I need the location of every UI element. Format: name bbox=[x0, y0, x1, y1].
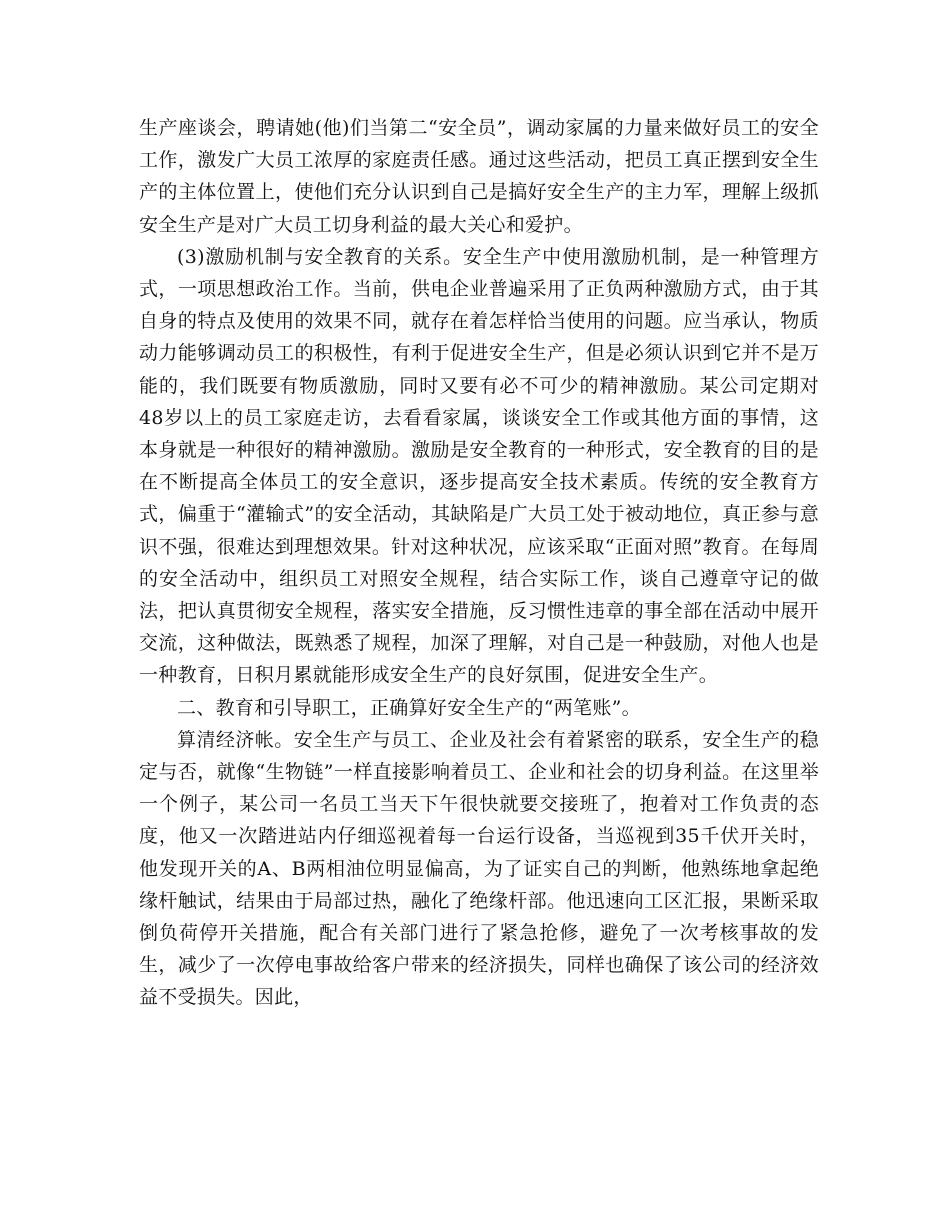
document-body bbox=[139, 112, 819, 1014]
paragraph-incentive-mechanism: (3)激励机制与安全教育的关系。安全生产中使用激励机制，是一种管理方式，一项思想政治工作。当前，供电企业普遍采用了正负两种激励方式，由于其自身的特点及使用的效果不同，就存在着怎样恰当使用的问题。应当承认，物质动力能够调动员工的积极性，有利于促进安全生产，但是必须认识到它并不是万能的，我们既要有物质激励，同时又要有必不可少的精神激励。某公司定期对48岁以上的员工家庭走访，去看看家属，谈谈安全工作或其他方面的事情，这本身就是一种很好的精神激励。激励是安全教育的一种形式，安全教育的目的是在不断提高全体员工的安全意识，逐步提高安全技术素质。传统的安全教育方式，偏重于“灌输式”的安全活动，其缺陷是广大员工处于被动地位，真正参与意识不强，很难达到理想效果。针对这种状况，应该采取“正面对照”教育。在每周的安全活动中，组织员工对照安全规程，结合实际工作，谈自己遵章守记的做法，把认真贯彻安全规程，落实安全措施，反习惯性违章的事全部在活动中展开交流，这种做法，既熟悉了规程，加深了理解，对自己是一种鼓励，对他人也是一种教育，日积月累就能形成安全生产的良好氛围，促进安全生产。 bbox=[139, 245, 819, 687]
paragraph-economic-account: 算清经济帐。安全生产与员工、企业及社会有着紧密的联系，安全生产的稳定与否，就像“生物链”一样直接影响着员工、企业和社会的切身利益。在这里举一个例子，某公司一名员工当天下午很快就要交接班了，抱着对工作负责的态度，他又一次踏进站内仔细巡视着每一台运行设备，当巡视到35千伏开关时，他发现开关的A、B两相油位明显偏高，为了证实自己的判断，他熟练地拿起绝缘杆触试，结果由于局部过热，融化了绝缘杆部。他迅速向工区汇报，果断采取倒负荷停开关措施，配合有关部门进行了紧急抢修，避免了一次考核事故的发生，减少了一次停电事故给客户带来的经济损失，同样也确保了该公司的经济效益不受损失。因此， bbox=[139, 728, 819, 1009]
paragraph-continuation: 生产座谈会，聘请她(他)们当第二“安全员”，调动家属的力量来做好员工的安全工作，激发广大员工浓厚的家庭责任感。通过这些活动，把员工真正摆到安全生产的主体位置上，使他们充分认识到自己是搞好安全生产的主力军，理解上级抓安全生产是对广大员工切身利益的最大关心和爱护。 bbox=[139, 117, 819, 236]
section-heading-two-accounts: 二、教育和引导职工，正确算好安全生产的“两笔账”。 bbox=[177, 696, 641, 719]
